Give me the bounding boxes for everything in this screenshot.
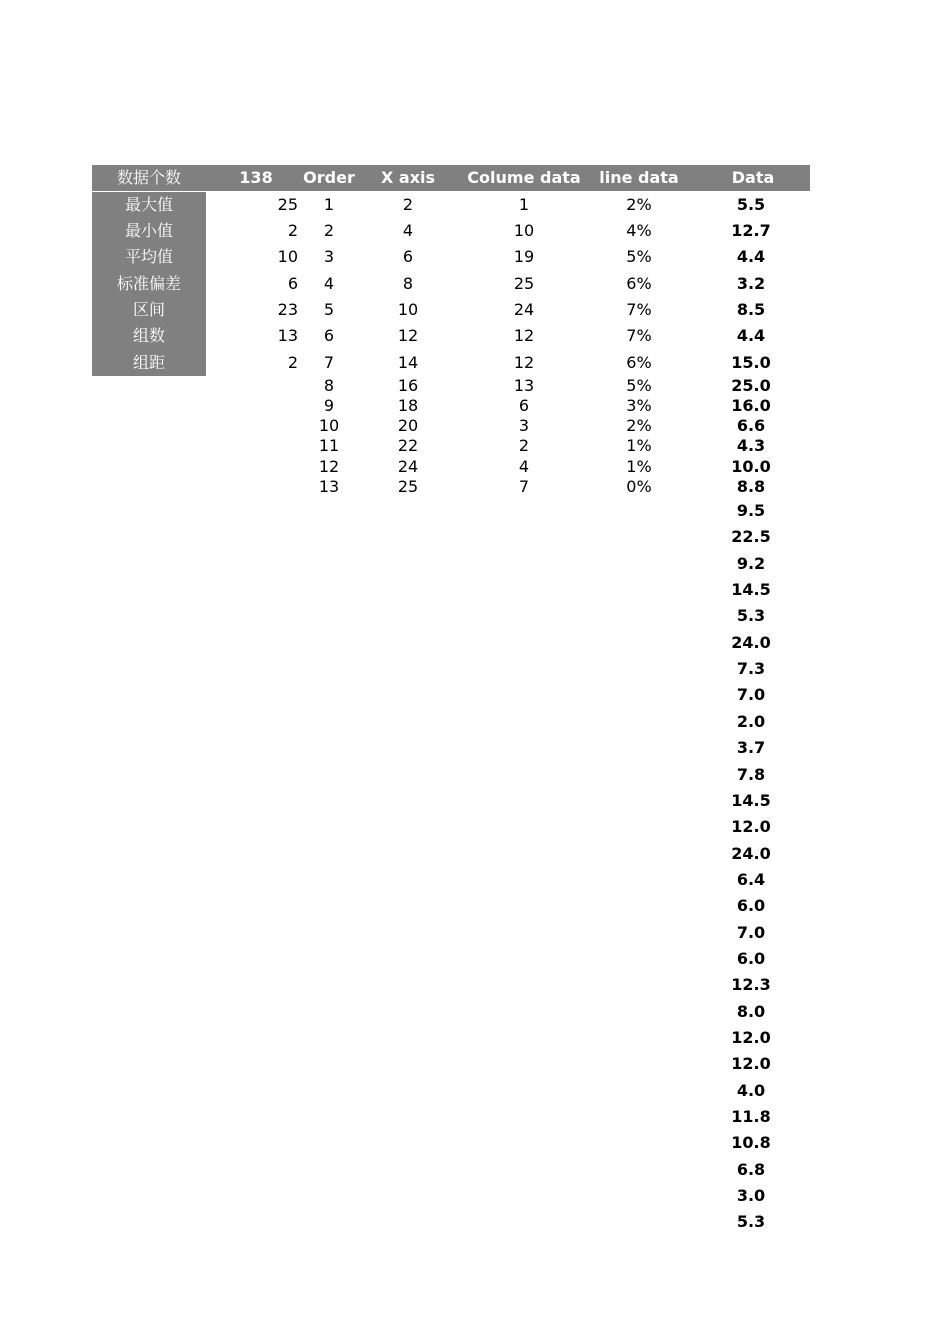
data-cell: 14.5: [731, 580, 771, 600]
stat-value: 23: [277, 300, 298, 319]
data-cell: 9.5: [736, 501, 766, 520]
line-data-cell: 3%: [626, 396, 652, 415]
data-cell: 24.0: [731, 632, 771, 652]
order-cell: 12: [318, 457, 340, 476]
data-cell: 14.5: [731, 790, 771, 810]
x-axis-cell: 20: [397, 416, 419, 435]
colume-data-cell: 12: [513, 353, 535, 372]
stat-label: 平均值: [124, 247, 173, 266]
line-data-cell: 7%: [626, 326, 652, 345]
data-cell: 5.5: [736, 195, 766, 214]
data-cell: 10.8: [731, 1133, 771, 1153]
data-cell: 12.0: [731, 1054, 771, 1074]
stat-label: 标准偏差: [116, 274, 181, 293]
order-cell: 3: [323, 247, 335, 266]
colume-data-cell: 19: [513, 247, 535, 266]
data-cell: 7.0: [736, 922, 766, 942]
data-cell: 9.2: [736, 553, 766, 573]
stat-label: 区间: [132, 300, 165, 319]
line-data-cell: 4%: [626, 221, 652, 240]
data-cell: 22.5: [731, 527, 771, 547]
colume-data-cell: 6: [518, 396, 530, 415]
data-cell: 25.0: [731, 376, 771, 395]
data-cell: 10.0: [731, 457, 771, 476]
header-line-data: line data: [599, 168, 679, 187]
data-cell: 7.8: [736, 764, 766, 784]
data-cell: 24.0: [731, 843, 771, 863]
x-axis-cell: 14: [397, 353, 419, 372]
data-cell: 12.7: [731, 221, 771, 240]
header-count-label: 数据个数: [116, 168, 181, 187]
x-axis-cell: 12: [397, 326, 419, 345]
line-data-cell: 0%: [626, 477, 652, 496]
x-axis-cell: 18: [397, 396, 419, 415]
order-cell: 4: [323, 274, 335, 293]
colume-data-cell: 25: [513, 274, 535, 293]
data-cell: 16.0: [731, 396, 771, 415]
data-cell: 8.8: [736, 477, 766, 496]
x-axis-cell: 16: [397, 376, 419, 395]
stat-label: 组数: [132, 326, 165, 345]
stat-value: 25: [277, 195, 298, 214]
order-cell: 6: [323, 326, 335, 345]
x-axis-cell: 24: [397, 457, 419, 476]
data-cell: 4.4: [736, 247, 766, 266]
line-data-cell: 2%: [626, 416, 652, 435]
data-cell: 12.3: [731, 975, 771, 995]
line-data-cell: 2%: [626, 195, 652, 214]
data-cell: 8.0: [736, 1001, 766, 1021]
colume-data-cell: 1: [518, 195, 530, 214]
line-data-cell: 5%: [626, 376, 652, 395]
line-data-cell: 6%: [626, 274, 652, 293]
data-cell: 3.7: [736, 738, 766, 758]
colume-data-cell: 10: [513, 221, 535, 240]
data-cell: 6.0: [736, 896, 766, 916]
stat-value: 10: [277, 247, 298, 266]
header-order: Order: [303, 168, 355, 187]
x-axis-cell: 4: [402, 221, 414, 240]
data-cell: 6.4: [736, 869, 766, 889]
order-cell: 9: [323, 396, 335, 415]
data-cell: 7.0: [736, 685, 766, 705]
colume-data-cell: 3: [518, 416, 530, 435]
data-cell: 6.8: [736, 1159, 766, 1179]
order-cell: 7: [323, 353, 335, 372]
line-data-cell: 7%: [626, 300, 652, 319]
stat-value: 13: [277, 326, 298, 345]
data-cell: 3.0: [736, 1186, 766, 1206]
colume-data-cell: 7: [518, 477, 530, 496]
data-cell: 4.4: [736, 326, 766, 345]
order-cell: 2: [323, 221, 335, 240]
x-axis-cell: 22: [397, 436, 419, 455]
order-cell: 1: [323, 195, 335, 214]
header-colume-data: Colume data: [467, 168, 581, 187]
data-cell: 4.3: [736, 436, 766, 455]
colume-data-cell: 4: [518, 457, 530, 476]
data-cell: 6.6: [736, 416, 766, 435]
data-cell: 5.3: [736, 1212, 766, 1232]
data-cell: 15.0: [731, 353, 771, 372]
header-count-value: 138: [239, 168, 273, 187]
data-cell: 5.3: [736, 606, 766, 626]
colume-data-cell: 13: [513, 376, 535, 395]
stat-label: 组距: [132, 353, 165, 372]
order-cell: 13: [318, 477, 340, 496]
header-x-axis: X axis: [380, 168, 436, 187]
data-cell: 12.0: [731, 817, 771, 837]
data-cell: 4.0: [736, 1080, 766, 1100]
x-axis-cell: 8: [402, 274, 414, 293]
data-cell: 11.8: [731, 1107, 771, 1127]
colume-data-cell: 24: [513, 300, 535, 319]
data-cell: 12.0: [731, 1028, 771, 1047]
stat-value: 2: [287, 221, 298, 240]
line-data-cell: 1%: [626, 436, 652, 455]
data-cell: 2.0: [736, 711, 766, 731]
order-cell: 8: [323, 376, 335, 395]
line-data-cell: 5%: [626, 247, 652, 266]
stat-value: 6: [287, 274, 298, 293]
line-data-cell: 1%: [626, 457, 652, 476]
data-cell: 7.3: [736, 659, 766, 679]
x-axis-cell: 10: [397, 300, 419, 319]
stat-label: 最小值: [124, 221, 173, 240]
x-axis-cell: 2: [402, 195, 414, 214]
colume-data-cell: 2: [518, 436, 530, 455]
data-cell: 6.0: [736, 948, 766, 968]
x-axis-cell: 6: [402, 247, 414, 266]
colume-data-cell: 12: [513, 326, 535, 345]
data-cell: 8.5: [736, 300, 766, 319]
data-cell: 3.2: [736, 274, 766, 293]
header-data: Data: [731, 168, 775, 187]
line-data-cell: 6%: [626, 353, 652, 372]
x-axis-cell: 25: [397, 477, 419, 496]
order-cell: 5: [323, 300, 335, 319]
stat-label: 最大值: [124, 195, 173, 214]
order-cell: 10: [318, 416, 340, 435]
order-cell: 11: [318, 436, 340, 455]
stat-value: 2: [287, 353, 298, 372]
